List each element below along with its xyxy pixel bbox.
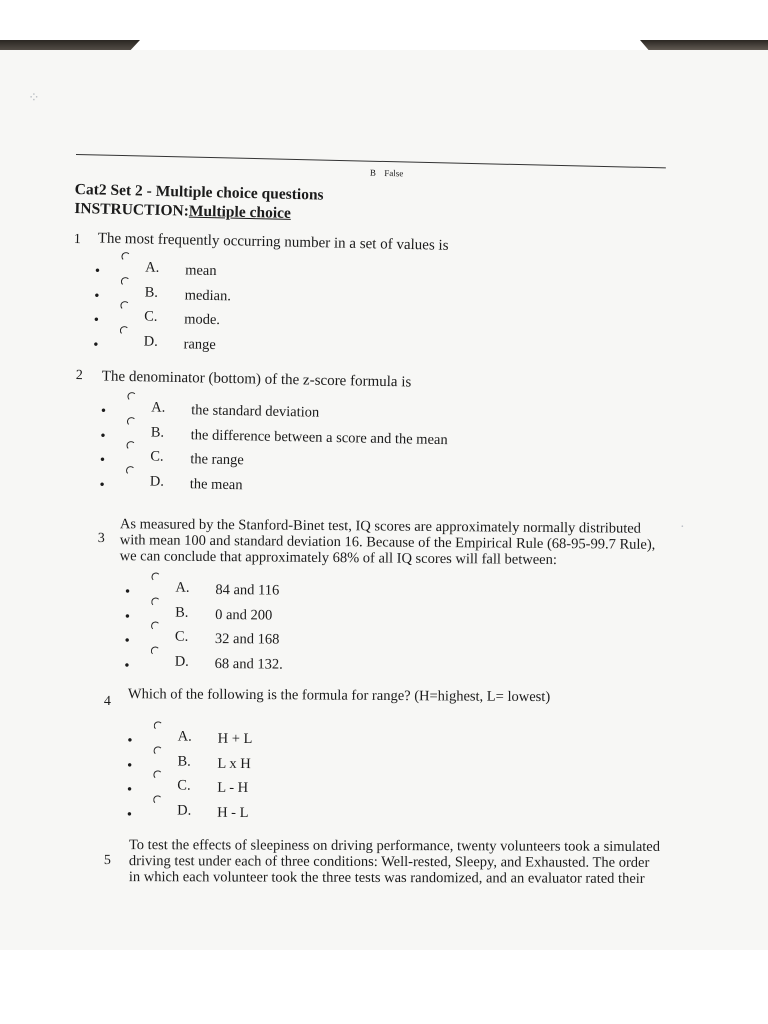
option-list bbox=[99, 398, 448, 496]
radio-button-b[interactable] bbox=[151, 597, 160, 606]
option-c[interactable] bbox=[93, 307, 221, 331]
question-line: driving test under each of three conditions: Well-rested, Sleepy, and Exhausted. The order bbox=[128, 853, 650, 871]
radio-button-d[interactable] bbox=[120, 325, 129, 334]
bullet: • bbox=[125, 607, 130, 623]
previous-answer bbox=[370, 168, 403, 179]
question-number: 3 bbox=[97, 530, 105, 547]
bullet: • bbox=[127, 732, 133, 748]
radio-button-c[interactable] bbox=[153, 770, 162, 779]
question-line: As measured by the Stanford-Binet test, IQ scores are approximately normally distributed bbox=[119, 516, 642, 537]
option-letter: A. bbox=[177, 728, 192, 745]
option-text: 84 and 116 bbox=[215, 582, 280, 599]
option-letter: A. bbox=[145, 259, 160, 276]
option-text: L x H bbox=[217, 755, 251, 772]
paper-mark: ⁘ bbox=[28, 91, 40, 106]
bullet: • bbox=[127, 805, 132, 821]
radio-button-a[interactable] bbox=[151, 572, 160, 581]
question-2 bbox=[74, 368, 448, 493]
option-letter: B. bbox=[144, 283, 159, 301]
bullet: • bbox=[124, 632, 130, 648]
instruction-label: INSTRUCTION: bbox=[74, 199, 190, 220]
radio-button-c[interactable] bbox=[151, 621, 160, 630]
bullet: • bbox=[125, 583, 130, 599]
option-text: 32 and 168 bbox=[214, 631, 280, 648]
option-text: the standard deviation bbox=[191, 402, 320, 421]
instruction-value: Multiple choice bbox=[188, 202, 292, 222]
option-letter: D. bbox=[174, 653, 189, 670]
previous-answer-letter: B bbox=[369, 167, 377, 178]
option-letter: B. bbox=[150, 423, 165, 441]
option-text: the range bbox=[190, 451, 244, 469]
radio-button-a[interactable] bbox=[121, 252, 130, 261]
radio-button-d[interactable] bbox=[126, 465, 135, 474]
bullet: • bbox=[99, 475, 105, 492]
question-line: with mean 100 and standard deviation 16. Because of the Empirical Rule (68-95-99.7 Rule), bbox=[119, 532, 656, 553]
radio-button-d[interactable] bbox=[153, 795, 162, 804]
question-line: To test the effects of sleepiness on driving performance, twenty volunteers took a simulated bbox=[128, 837, 661, 855]
option-text: the mean bbox=[189, 475, 243, 493]
question-line: we can conclude that approximately 68% of all IQ scores will fall between: bbox=[119, 548, 557, 569]
radio-button-a[interactable] bbox=[127, 392, 136, 401]
question-number: 4 bbox=[103, 693, 111, 710]
bullet: • bbox=[100, 451, 105, 467]
option-text: mode. bbox=[183, 311, 221, 329]
option-list bbox=[127, 728, 428, 828]
option-list bbox=[93, 258, 232, 356]
option-text: H - L bbox=[217, 804, 249, 821]
radio-button-d[interactable] bbox=[151, 646, 160, 655]
question-1 bbox=[71, 230, 449, 353]
option-letter: D. bbox=[143, 332, 158, 350]
question-text: Which of the following is the formula for range? (H=highest, L= lowest) bbox=[127, 686, 551, 706]
option-text: 0 and 200 bbox=[215, 606, 273, 624]
option-c[interactable] bbox=[127, 777, 427, 804]
bullet: • bbox=[94, 286, 100, 303]
top-rule bbox=[76, 154, 666, 168]
option-text: L - H bbox=[217, 779, 249, 797]
option-letter: C. bbox=[174, 628, 189, 645]
bullet: • bbox=[93, 311, 99, 327]
option-letter: C. bbox=[150, 448, 164, 465]
option-letter: D. bbox=[149, 472, 165, 490]
page-heading bbox=[74, 180, 324, 224]
bullet: • bbox=[101, 402, 106, 418]
radio-button-a[interactable] bbox=[154, 721, 163, 730]
option-text: 68 and 132. bbox=[214, 655, 283, 673]
option-letter: A. bbox=[175, 579, 190, 596]
question-line: in which each volunteer took the three tests was randomized, and an evaluator rated their bbox=[128, 869, 645, 887]
option-text: mean bbox=[185, 262, 217, 279]
option-a[interactable] bbox=[125, 579, 525, 607]
option-text: median. bbox=[184, 286, 232, 304]
radio-button-c[interactable] bbox=[120, 301, 129, 310]
option-b[interactable] bbox=[127, 753, 427, 780]
question-number: 1 bbox=[73, 231, 81, 248]
question-number: 2 bbox=[75, 368, 83, 384]
option-c[interactable] bbox=[125, 628, 525, 656]
option-d[interactable] bbox=[125, 653, 525, 681]
option-text: range bbox=[183, 335, 217, 353]
question-text: The most frequently occurring number in a set of values is bbox=[97, 230, 449, 254]
radio-button-b[interactable] bbox=[154, 746, 163, 755]
question-text bbox=[129, 837, 660, 887]
option-a[interactable] bbox=[128, 728, 428, 755]
option-letter: A. bbox=[151, 399, 166, 416]
question-number: 5 bbox=[103, 852, 111, 869]
bullet: • bbox=[100, 426, 106, 443]
option-letter: C. bbox=[177, 777, 191, 794]
option-letter: B. bbox=[175, 604, 189, 621]
bullet: • bbox=[127, 781, 132, 797]
option-d[interactable] bbox=[127, 802, 427, 829]
option-b[interactable] bbox=[94, 283, 232, 307]
question-text: The denominator (bottom) of the z-score formula is bbox=[101, 368, 412, 391]
option-letter: B. bbox=[177, 753, 191, 770]
bullet: • bbox=[124, 656, 130, 672]
bullet: • bbox=[127, 756, 133, 772]
option-b[interactable] bbox=[125, 604, 525, 632]
option-a[interactable] bbox=[95, 258, 217, 282]
page-title: Cat2 Set 2 - Multiple choice questions bbox=[74, 180, 324, 204]
bullet: • bbox=[93, 335, 99, 352]
previous-answer-text: False bbox=[384, 167, 404, 179]
radio-button-b[interactable] bbox=[121, 276, 130, 285]
option-letter: D. bbox=[177, 802, 192, 819]
option-text: the difference between a score and the mean bbox=[190, 426, 448, 448]
option-list bbox=[125, 579, 526, 680]
question-text bbox=[120, 516, 656, 569]
radio-button-b[interactable] bbox=[127, 416, 136, 425]
radio-button-c[interactable] bbox=[126, 441, 135, 450]
bullet: • bbox=[95, 262, 100, 278]
paper-mark: · bbox=[680, 520, 685, 535]
option-text: H + L bbox=[217, 730, 253, 748]
option-d[interactable] bbox=[93, 332, 217, 356]
option-letter: C. bbox=[144, 308, 158, 325]
